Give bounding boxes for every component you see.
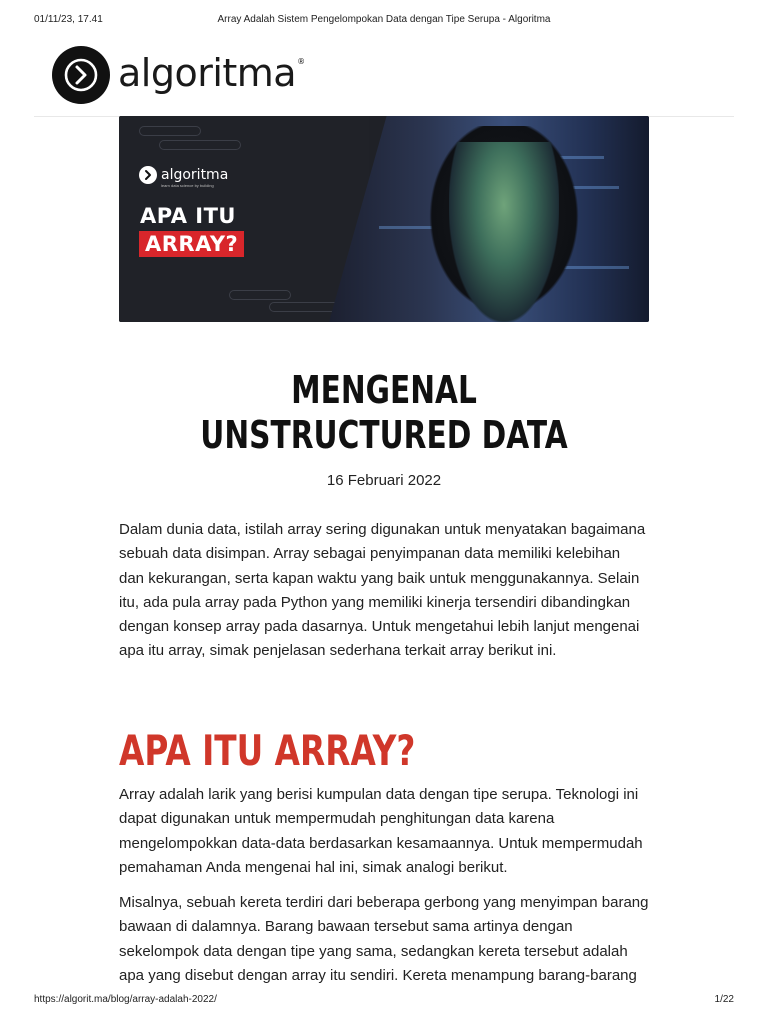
page-number: 1/22: [714, 994, 734, 1005]
body-paragraph: Array adalah larik yang berisi kumpulan data dengan tipe serupa. Teknologi ini dapat digunakan untuk mempermudah penghitungan data karena mengelompokkan data-data berdasarkan kesamaannya. Untuk mempermudah pemahaman Anda mengenai hal ini, simak analogi berikut.: [119, 786, 643, 876]
hero-brand-name: algoritma: [161, 167, 229, 183]
article-title: MENGENAL UNSTRUCTURED DATA: [200, 368, 568, 457]
chevron-right-icon: [52, 46, 110, 104]
circuit-decoration: [139, 126, 201, 136]
intro-paragraph: Dalam dunia data, istilah array sering digunakan untuk menyatakan bagaimana sebuah data disimpan. Array sebagai penyimpanan data memiliki kelebihan dan kekurangan, serta kapan waktu yang baik untuk menggunakannya. Selain itu, ada pula array pada Python yang memiliki kinerja tersendiri dibandingkan dengan konsep array pada dasarnya. Untuk mengetahui lebih lanjut mengenai apa itu array, simak penjelasan sederhana terkait array berikut ini.: [119, 521, 646, 660]
hero-person-image: [449, 142, 559, 322]
logo-wordmark[interactable]: [118, 51, 305, 95]
circuit-decoration: [159, 140, 241, 150]
hero-heading-line2: ARRAY?: [139, 231, 244, 257]
print-timestamp: 01/11/23, 17.41: [34, 14, 103, 25]
hero-heading-line1: APA ITU: [140, 204, 236, 228]
hero-brand: [139, 166, 228, 184]
article-date: 16 Februari 2022: [326, 472, 442, 489]
print-doc-title: Array Adalah Sistem Pengelompokan Data dengan Tipe Serupa - Algoritma: [217, 14, 551, 25]
print-header: [34, 14, 734, 28]
brand-name: algoritma: [118, 51, 297, 95]
body-paragraph: Misalnya, sebuah kereta terdiri dari beberapa gerbong yang menyimpan barang bawaan di dalamnya. Barang bawaan tersebut sama artinya dengan sekelompok data dengan tipe yang sama, sedangkan kereta tersebut adalah apa yang disebut dengan array itu sendiri. Kereta menampung barang-barang: [119, 894, 649, 984]
section-heading: APA ITU ARRAY?: [119, 726, 416, 775]
registered-mark: ®: [297, 57, 305, 66]
hero-tagline: learn data science by building: [161, 183, 214, 188]
print-footer: [34, 994, 734, 1008]
logo-link[interactable]: [52, 46, 110, 104]
circuit-decoration: [229, 290, 291, 300]
chevron-right-icon: [139, 166, 157, 184]
hero-banner: [119, 116, 649, 322]
site-header: [52, 44, 305, 106]
print-url: https://algorit.ma/blog/array-adalah-2022/: [34, 994, 217, 1005]
